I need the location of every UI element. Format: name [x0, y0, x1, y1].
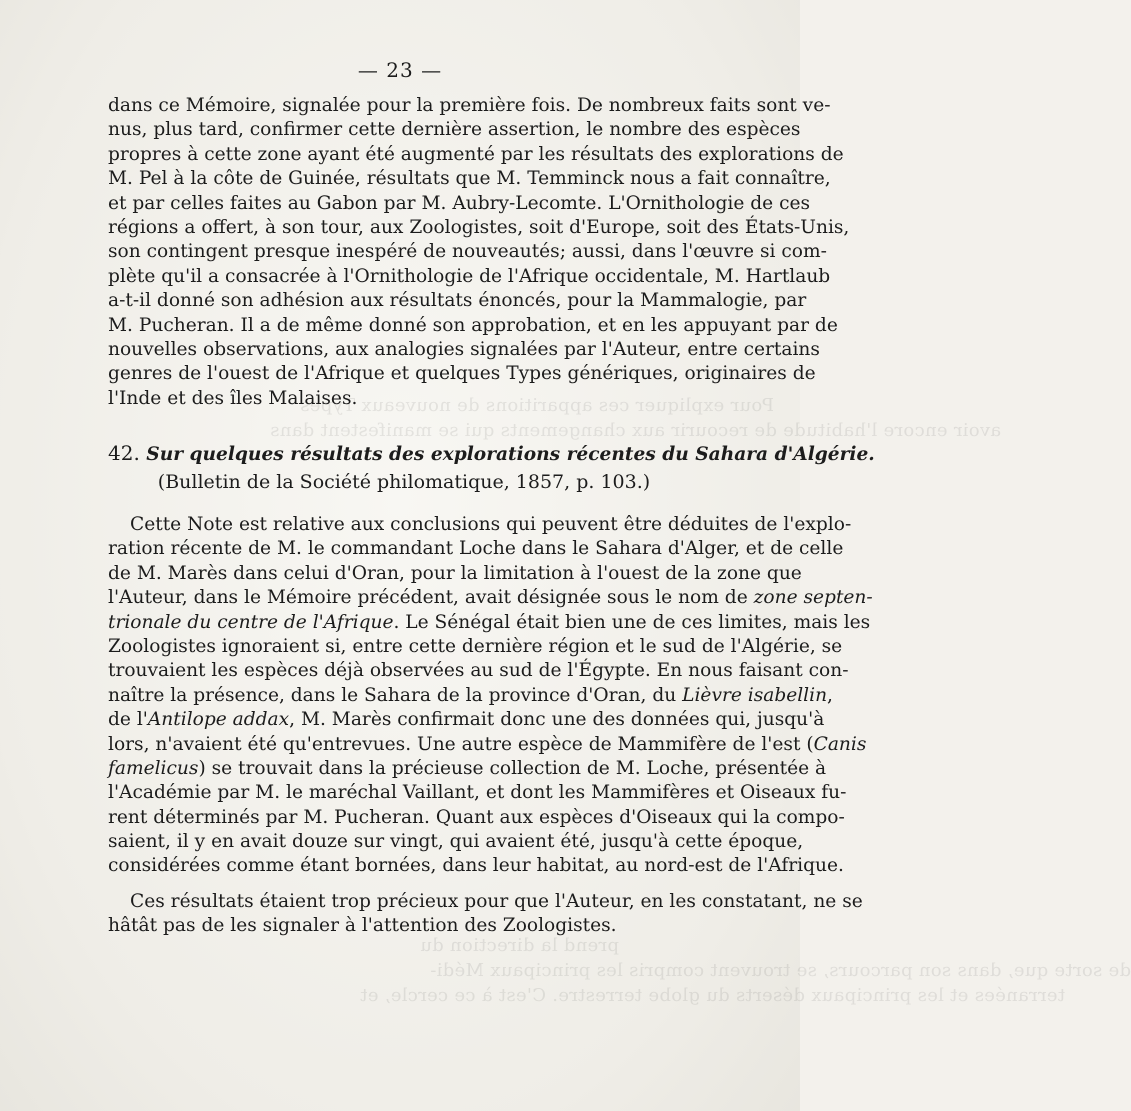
text-line: ration récente de M. le commandant Loche dans le Sahara d'Alger, et de celle	[108, 538, 844, 560]
text-run: lors, n'avaient été qu'entrevues. Une autre espèce de Mammifère de l'est (	[108, 733, 814, 755]
text-line	[108, 611, 871, 635]
text-line: nus, plus tard, confirmer cette dernière assertion, le nombre des espèces	[108, 119, 801, 141]
text-run: . Le Sénégal était bien une de ces limites, mais les	[393, 611, 871, 633]
text-line: de M. Marès dans celui d'Oran, pour la limitation à l'ouest de la zone que	[108, 562, 802, 584]
text-line: Ces résultats étaient trop précieux pour que l'Auteur, en les constatant, ne se	[130, 891, 863, 912]
text-line: plète qu'il a consacrée à l'Ornithologie de l'Afrique occidentale, M. Hartlaub	[108, 265, 831, 287]
text-line: a-t-il donné son adhésion aux résultats énoncés, pour la Mammalogie, par	[108, 290, 807, 312]
text-line: l'Inde et des îles Malaises.	[108, 387, 358, 409]
bleed-through-decoration: avoir encore l'habitude de recourir aux changements qui se manifestent dans	[270, 420, 1002, 441]
bleed-through-decoration: de sorte que, dans son parcours, se trouvent compris les principaux Médi-	[430, 960, 1131, 981]
paragraph-1	[108, 94, 850, 411]
text-line: dans ce Mémoire, signalée pour la première fois. De nombreux faits sont ve-	[108, 95, 831, 116]
paragraph-2	[108, 513, 873, 879]
text-line	[108, 684, 833, 708]
bleed-through-decoration: terranées et les principaux déserts du globe terrestre. C'est à ce cercle, et	[360, 985, 1066, 1006]
italic-term: famelicus	[108, 757, 199, 779]
text-run: naître la présence, dans le Sahara de la province d'Oran, du	[108, 684, 683, 706]
text-line: trouvaient les espèces déjà observées au sud de l'Égypte. En nous faisant con-	[108, 660, 849, 682]
text-line	[108, 708, 825, 732]
text-line: son contingent presque inespéré de nouveautés; aussi, dans l'œuvre si com-	[108, 241, 827, 263]
text-line: Cette Note est relative aux conclusions qui peuvent être déduites de l'explo-	[130, 514, 852, 535]
section-heading	[108, 440, 875, 466]
text-line	[108, 733, 867, 757]
text-line: considérées comme étant bornées, dans leur habitat, au nord-est de l'Afrique.	[108, 855, 844, 877]
paragraph-3	[108, 890, 863, 939]
bleed-through-decoration: Pour expliquer ces apparitions de nouveaux Types	[300, 395, 774, 416]
text-line: propres à cette zone ayant été augmenté par les résultats des explorations de	[108, 143, 844, 165]
section-number: 42.	[108, 441, 140, 465]
italic-term: Lièvre isabellin	[682, 684, 828, 706]
page-number: — 23 —	[357, 58, 443, 82]
text-line: régions a offert, à son tour, aux Zoologistes, soit d'Europe, soit des États-Unis,	[108, 216, 850, 238]
text-run: l'Auteur, dans le Mémoire précédent, avait désignée sous le nom de	[108, 587, 754, 609]
text-line: et par celles faites au Gabon par M. Aubry-Lecomte. L'Ornithologie de ces	[108, 192, 811, 214]
text-line	[108, 586, 873, 610]
italic-term: Canis	[813, 733, 867, 755]
italic-term: zone septen-	[753, 587, 873, 609]
text-line	[108, 757, 827, 781]
text-line: M. Pucheran. Il a de même donné son approbation, et en les appuyant par de	[108, 314, 838, 336]
text-line: Zoologistes ignoraient si, entre cette dernière région et le sud de l'Algérie, se	[108, 635, 843, 657]
text-line: l'Académie par M. le maréchal Vaillant, et dont les Mammifères et Oiseaux fu-	[108, 782, 847, 804]
text-line: rent déterminés par M. Pucheran. Quant aux espèces d'Oiseaux qui la compo-	[108, 806, 845, 828]
text-line: M. Pel à la côte de Guinée, résultats que M. Temminck nous a fait connaître,	[108, 168, 831, 190]
bleed-through-decoration: prend la direction du	[420, 935, 619, 956]
text-run: de l'	[108, 709, 148, 731]
text-line: saient, il y en avait douze sur vingt, qui avaient été, jusqu'à cette époque,	[108, 831, 804, 853]
section-title: Sur quelques résultats des explorations récentes du Sahara d'Algérie.	[146, 444, 875, 465]
italic-term: trionale du centre de l'Afrique	[108, 611, 394, 633]
text-run: , M. Marès confirmait donc une des données qui, jusqu'à	[289, 709, 825, 731]
text-run: ) se trouvait dans la précieuse collection de M. Loche, présentée à	[198, 757, 827, 779]
text-line: hâtât pas de les signaler à l'attention des Zoologistes.	[108, 915, 617, 937]
text-line: nouvelles observations, aux analogies signalées par l'Auteur, entre certains	[108, 338, 820, 360]
text-run: ,	[827, 684, 833, 706]
italic-term: Antilope addax	[147, 709, 290, 731]
text-line: genres de l'ouest de l'Afrique et quelques Types génériques, originaires de	[108, 363, 816, 385]
section-citation: (Bulletin de la Société philomatique, 1857, p. 103.)	[157, 471, 651, 493]
